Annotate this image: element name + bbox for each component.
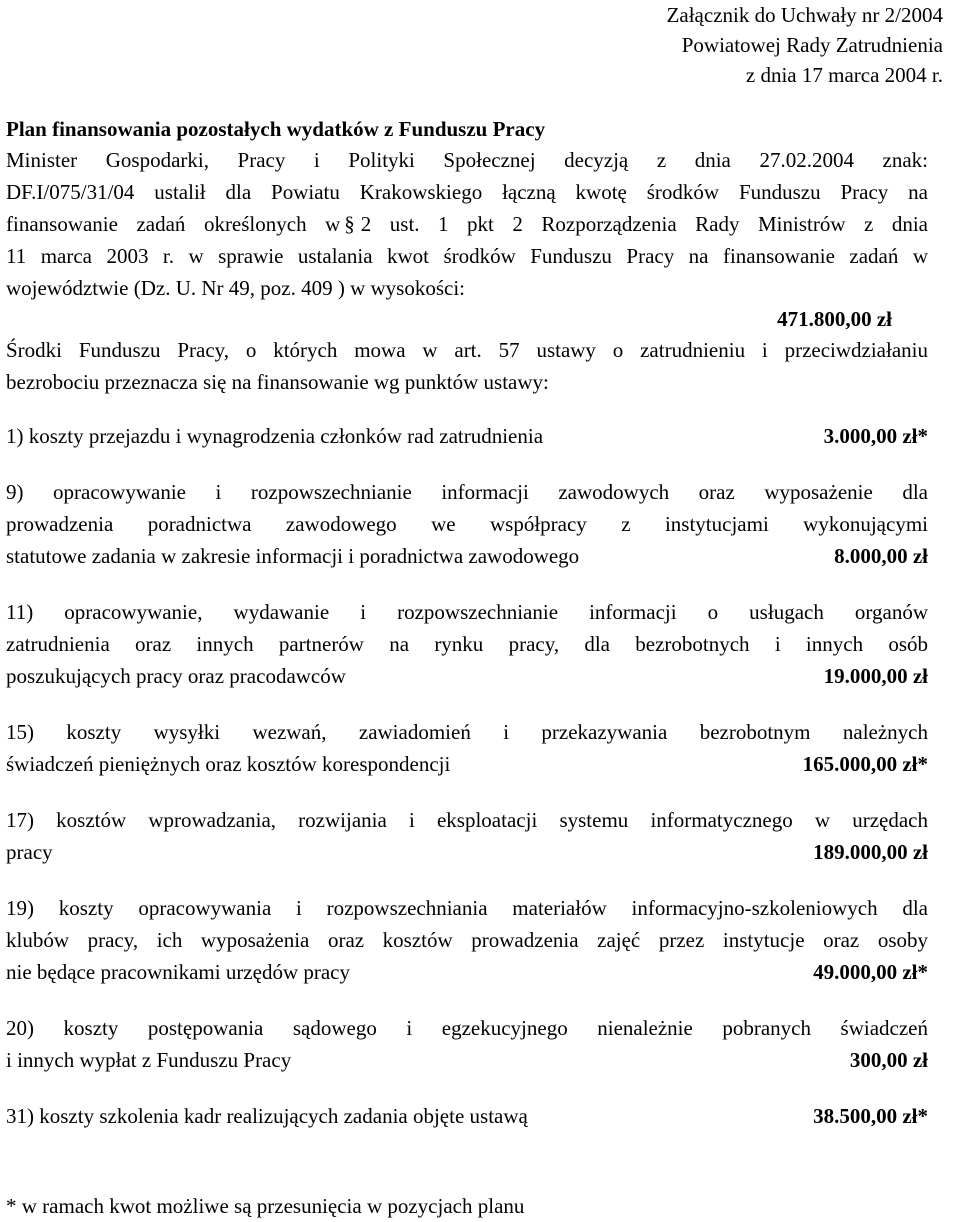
intro-line-3-start: finansowanie zadań określonych w: [6, 212, 341, 236]
attachment-header-line-2: Powiatowej Rady Zatrudnienia: [681, 33, 943, 57]
expense-item-description: nie będące pracownikami urzędów pracy: [6, 960, 350, 984]
expense-item-last-line: [6, 1044, 928, 1076]
expense-item-amount: 49.000,00 zł*: [813, 960, 928, 984]
intro-line-2: DF.I/075/31/04 ustalił dla Powiatu Krakowskiego łączną kwotę środków Funduszu Pracy na: [6, 180, 928, 204]
expense-item-description: 31) koszty szkolenia kadr realizujących zadania objęte ustawą: [6, 1104, 528, 1128]
expense-item-amount: 8.000,00 zł: [834, 544, 928, 568]
purpose-line-1: Środki Funduszu Pracy, o których mowa w art. 57 ustawy o zatrudnieniu i przeciwdziałaniu: [6, 338, 928, 362]
expense-item-description: i innych wypłat z Funduszu Pracy: [6, 1048, 292, 1072]
expense-item-amount: 38.500,00 zł*: [813, 1104, 928, 1128]
paragraph-symbol: §: [344, 212, 355, 236]
attachment-header: [598, 0, 943, 90]
expense-item: [6, 420, 928, 452]
expense-item-last-line: [6, 748, 928, 780]
expense-item: [6, 892, 928, 988]
expense-item-amount: 300,00 zł: [849, 1048, 928, 1072]
expense-item-description: pracy: [6, 840, 53, 864]
expense-item-last-line: [6, 956, 928, 988]
expense-item-last-line: [6, 420, 928, 452]
expense-item-line: 9) opracowywanie i rozpowszechnianie informacji zawodowych oraz wyposażenie dla: [6, 480, 928, 504]
expense-item-description: 1) koszty przejazdu i wynagrodzenia członków rad zatrudnienia: [6, 424, 544, 448]
expense-item-description: statutowe zadania w zakresie informacji i poradnictwa zawodowego: [6, 544, 580, 568]
document-body: [6, 114, 928, 1132]
intro-line-3: [6, 208, 928, 240]
expense-item-amount: 19.000,00 zł: [823, 664, 928, 688]
expense-item-line: prowadzenia poradnictwa zawodowego we współpracy z instytucjami wykonującymi: [6, 512, 928, 536]
purpose-line-2: bezrobociu przeznacza się na finansowanie wg punktów ustawy:: [6, 370, 549, 394]
expense-item-amount: 165.000,00 zł*: [802, 752, 928, 776]
expense-item-last-line: [6, 540, 928, 572]
expense-item: [6, 716, 928, 780]
attachment-header-line-1: Załącznik do Uchwały nr 2/2004: [666, 3, 943, 27]
expense-item: [6, 1012, 928, 1076]
expense-item: [6, 596, 928, 692]
intro-line-1: Minister Gospodarki, Pracy i Polityki Społecznej decyzją z dnia 27.02.2004 znak:: [6, 148, 928, 172]
document-title: Plan finansowania pozostałych wydatków z Funduszu Pracy: [6, 117, 546, 141]
attachment-header-line-3: z dnia 17 marca 2004 r.: [745, 63, 943, 87]
expense-item-description: świadczeń pieniężnych oraz kosztów korespondencji: [6, 752, 451, 776]
expense-item-line: klubów pracy, ich wyposażenia oraz kosztów prowadzenia zajęć przez instytucje oraz osoby: [6, 928, 928, 952]
expense-item-description: poszukujących pracy oraz pracodawców: [6, 664, 346, 688]
expense-item-last-line: [6, 660, 928, 692]
expense-item-last-line: [6, 836, 928, 868]
expense-item: [6, 1100, 928, 1132]
intro-line-3-end: 2 ust. 1 pkt 2 Rozporządzenia Rady Ministrów z dnia: [360, 212, 928, 236]
expense-item-line: 11) opracowywanie, wydawanie i rozpowszechnianie informacji o usługach organów: [6, 600, 928, 624]
expense-item-last-line: [6, 1100, 928, 1132]
intro-line-4: 11 marca 2003 r. w sprawie ustalania kwot środków Funduszu Pracy na finansowanie zadań w: [6, 244, 928, 268]
expense-item: [6, 804, 928, 868]
purpose-paragraph: [6, 334, 928, 398]
expense-items-list: [6, 420, 928, 1132]
intro-paragraph: [6, 144, 928, 304]
expense-item: [6, 476, 928, 572]
intro-line-5: województwie (Dz. U. Nr 49, poz. 409 ) w wysokości:: [6, 276, 465, 300]
expense-item-line: 15) koszty wysyłki wezwań, zawiadomień i przekazywania bezrobotnym należnych: [6, 720, 928, 744]
expense-item-line: 19) koszty opracowywania i rozpowszechniania materiałów informacyjno-szkoleniowych dla: [6, 896, 928, 920]
expense-item-amount: 189.000,00 zł: [813, 840, 928, 864]
total-amount: 471.800,00 zł: [777, 307, 892, 331]
expense-item-amount: 3.000,00 zł*: [823, 424, 928, 448]
footnote: * w ramach kwot możliwe są przesunięcia w pozycjach planu: [6, 1194, 525, 1218]
expense-item-line: 20) koszty postępowania sądowego i egzekucyjnego nienależnie pobranych świadczeń: [6, 1016, 928, 1040]
expense-item-line: zatrudnienia oraz innych partnerów na rynku pracy, dla bezrobotnych i innych osób: [6, 632, 928, 656]
expense-item-line: 17) kosztów wprowadzania, rozwijania i eksploatacji systemu informatycznego w urzędach: [6, 808, 928, 832]
